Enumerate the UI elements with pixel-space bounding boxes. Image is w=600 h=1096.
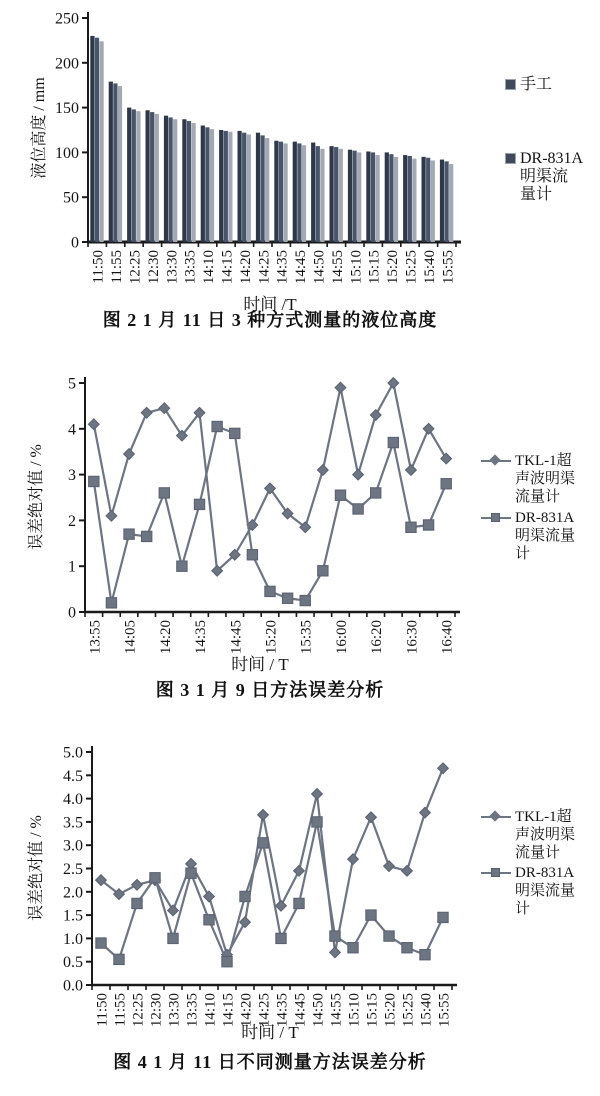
x-tick-label: 15:15 (364, 993, 381, 1028)
bar (118, 86, 122, 242)
data-point-square (300, 595, 310, 605)
y-tick-label: 3.0 (63, 837, 83, 855)
bar (339, 149, 343, 242)
bar (311, 143, 315, 242)
data-point-diamond (423, 423, 434, 434)
data-point-square (114, 954, 124, 964)
figure3-legend-entry-tkl1 (481, 452, 575, 506)
bar (385, 152, 389, 242)
data-point-diamond (124, 449, 135, 460)
bar (449, 164, 453, 242)
legend-label-line: DR-831A (520, 150, 584, 167)
figure4-caption: 图 4 1 月 11 日不同测量方法误差分析 (113, 1052, 427, 1072)
data-point-diamond (240, 917, 251, 928)
x-tick-label: 12:30 (145, 250, 162, 285)
data-point-square (330, 931, 340, 941)
data-point-square (388, 437, 398, 447)
legend-line-diamond-icon (481, 816, 511, 818)
data-point-diamond (276, 900, 287, 911)
bar (256, 133, 260, 242)
legend-label-line: 流量计 (515, 845, 561, 861)
x-tick-label: 15:40 (421, 250, 438, 285)
bar (297, 143, 301, 242)
bar (192, 123, 196, 242)
data-point-diamond (335, 382, 346, 393)
data-point-square (276, 933, 286, 943)
x-tick-label: 14:55 (328, 993, 345, 1028)
data-point-square (441, 479, 451, 489)
bar (284, 143, 288, 242)
bar (412, 159, 416, 242)
bar (426, 158, 430, 242)
x-tick-label: 15:25 (400, 993, 417, 1028)
x-tick-label: 14:50 (311, 250, 328, 285)
data-point-square (230, 428, 240, 438)
y-tick-label: 3.5 (63, 814, 83, 832)
bar (238, 131, 242, 242)
x-tick-label: 15:40 (418, 993, 435, 1028)
x-tick-label: 14:20 (237, 250, 254, 285)
y-tick-label: 0 (71, 234, 79, 252)
bar (320, 149, 324, 242)
bar (150, 112, 154, 242)
data-point-diamond (141, 407, 152, 418)
legend-square-icon (505, 153, 516, 164)
data-point-square (132, 898, 142, 908)
x-tick-label: 12:25 (130, 993, 147, 1028)
bar (394, 157, 398, 242)
data-point-square (402, 943, 412, 953)
x-tick-label: 16:30 (404, 620, 421, 655)
bar (265, 138, 269, 242)
x-tick-label: 11:50 (94, 993, 111, 1027)
x-tick-label: 11:55 (112, 993, 129, 1027)
x-tick-label: 14:25 (256, 993, 273, 1028)
bar (205, 127, 209, 242)
x-tick-label: 15:55 (440, 250, 457, 285)
figure3-y-axis-title: 误差绝对值 / % (28, 444, 45, 550)
data-point-square (294, 898, 304, 908)
bar (330, 146, 334, 242)
data-point-diamond (438, 763, 449, 774)
y-tick-label: 100 (55, 144, 79, 162)
data-point-square (96, 938, 106, 948)
bar (279, 142, 283, 242)
bar (348, 150, 352, 242)
x-tick-label: 14:10 (201, 250, 218, 285)
data-point-square (312, 817, 322, 827)
data-point-square (186, 868, 196, 878)
legend-label-line: DR-831A (515, 865, 575, 881)
x-tick-label: 16:40 (439, 620, 456, 655)
bar (274, 141, 278, 242)
data-point-square (150, 873, 160, 883)
data-point-diamond (402, 865, 413, 876)
bar (100, 41, 104, 242)
bar (403, 155, 407, 242)
bar (155, 114, 159, 242)
data-point-square (384, 931, 394, 941)
x-tick-label: 14:50 (310, 993, 327, 1028)
data-point-diamond (388, 378, 399, 389)
y-tick-label: 1.5 (63, 907, 83, 925)
x-tick-label: 13:55 (87, 620, 104, 655)
bar (316, 146, 320, 242)
bar (182, 119, 186, 242)
y-tick-label: 150 (55, 100, 79, 118)
figure2-legend-entry-dr831a (505, 150, 583, 204)
data-point-square (89, 476, 99, 486)
data-point-square (177, 561, 187, 571)
x-tick-label: 11:50 (90, 250, 107, 284)
data-point-square (438, 912, 448, 922)
bar (366, 152, 370, 242)
data-point-square (194, 499, 204, 509)
x-tick-label: 15:25 (403, 250, 420, 285)
x-tick-label: 13:35 (184, 993, 201, 1028)
legend-line-square-icon (481, 872, 511, 874)
data-point-diamond (106, 510, 117, 521)
y-tick-label: 200 (55, 55, 79, 73)
data-point-diamond (370, 410, 381, 421)
legend-label-line: 明渠流量 (515, 528, 576, 544)
y-tick-label: 0.5 (63, 954, 83, 972)
bar (440, 160, 444, 242)
bar (376, 155, 380, 242)
data-point-square (247, 550, 257, 560)
legend-label-line: 计 (515, 901, 531, 917)
legend-label-line: TKL-1超 (515, 809, 572, 825)
y-tick-label: 0.0 (63, 977, 83, 995)
data-point-diamond (353, 469, 364, 480)
data-point-diamond (88, 419, 99, 430)
y-tick-label: 1 (68, 558, 76, 576)
x-tick-label: 15:10 (346, 993, 363, 1028)
data-point-diamond (366, 812, 377, 823)
data-point-diamond (384, 861, 395, 872)
data-point-square (366, 910, 376, 920)
series-line (94, 427, 446, 603)
x-tick-label: 14:15 (219, 250, 236, 285)
data-point-diamond (132, 879, 143, 890)
data-point-diamond (312, 789, 323, 800)
data-point-diamond (159, 403, 170, 414)
bar (389, 154, 393, 242)
y-tick-label: 2.5 (63, 861, 83, 878)
data-point-square (406, 522, 416, 532)
data-point-square (222, 957, 232, 967)
data-point-square (124, 529, 134, 539)
bar (95, 38, 99, 242)
data-point-square (423, 520, 433, 530)
x-tick-label: 14:35 (274, 993, 291, 1028)
data-point-diamond (317, 465, 328, 476)
bar (136, 111, 140, 242)
legend-label-line: 量计 (520, 186, 553, 203)
data-point-diamond (420, 807, 431, 818)
data-point-square (371, 488, 381, 498)
bar (164, 116, 168, 242)
x-tick-label: 16:00 (333, 620, 350, 655)
data-point-square (335, 490, 345, 500)
x-tick-label: 15:55 (436, 993, 453, 1028)
y-tick-label: 4 (68, 421, 76, 439)
x-tick-label: 15:10 (348, 250, 365, 285)
data-point-square (353, 504, 363, 514)
bar (173, 119, 177, 242)
x-tick-label: 11:55 (109, 250, 126, 284)
bar (353, 151, 357, 242)
data-point-diamond (330, 947, 341, 958)
bar (113, 83, 117, 242)
data-point-square (318, 566, 328, 576)
legend-label-line: 明渠流量 (515, 883, 576, 899)
legend-line-square-icon (481, 517, 511, 519)
bar (90, 36, 94, 242)
data-point-diamond (294, 865, 305, 876)
bar (242, 133, 246, 242)
data-point-square (265, 586, 275, 596)
bar (431, 160, 435, 242)
y-tick-label: 5.0 (63, 744, 83, 762)
x-tick-label: 15:20 (385, 250, 402, 285)
bar (201, 126, 205, 242)
bar (132, 109, 136, 242)
data-point-square (141, 531, 151, 541)
y-tick-label: 250 (55, 10, 79, 28)
bar (357, 152, 361, 242)
bar (228, 132, 232, 242)
figure2-legend-entry-manual (505, 76, 552, 94)
x-tick-label: 12:30 (148, 993, 165, 1028)
x-tick-label: 14:05 (122, 620, 139, 655)
legend-label-line: 声波明渠 (515, 827, 576, 843)
bar (371, 152, 375, 242)
x-tick-label: 15:20 (263, 620, 280, 655)
figure4-legend-entry-tkl1 (481, 808, 575, 862)
data-point-diamond (258, 810, 269, 821)
x-tick-label: 13:30 (166, 993, 183, 1028)
bar (109, 82, 113, 242)
x-tick-label: 14:15 (220, 993, 237, 1028)
x-tick-label: 14:20 (238, 993, 255, 1028)
data-point-square (258, 838, 268, 848)
x-tick-label: 13:30 (164, 250, 181, 285)
figure3-legend-entry-dr831a (481, 509, 575, 563)
y-tick-label: 2 (68, 512, 76, 530)
data-point-square (420, 950, 430, 960)
data-point-square (168, 933, 178, 943)
data-point-square (204, 915, 214, 925)
legend-line-diamond-icon (481, 460, 511, 462)
x-tick-label: 16:20 (369, 620, 386, 655)
figure3-caption: 图 3 1 月 9 日方法误差分析 (155, 680, 385, 700)
data-point-diamond (168, 905, 179, 916)
series-line (101, 768, 443, 954)
x-tick-label: 12:25 (127, 250, 144, 285)
y-tick-label: 1.0 (63, 930, 83, 948)
legend-label-line: 明渠流 (520, 168, 569, 185)
bar (146, 110, 150, 242)
data-point-diamond (406, 465, 417, 476)
legend-label-line: TKL-1超 (515, 453, 572, 469)
bar (127, 108, 131, 242)
y-tick-label: 50 (63, 189, 79, 207)
legend-label: 手工 (520, 76, 553, 93)
bar (261, 135, 265, 242)
data-point-diamond (204, 891, 215, 902)
figure4-legend-entry-dr831a (481, 864, 575, 918)
y-tick-label: 3 (68, 467, 76, 485)
y-tick-label: 4.0 (63, 791, 83, 809)
legend-label-line: DR-831A (515, 510, 575, 526)
bar (210, 129, 214, 242)
x-tick-label: 15:35 (298, 620, 315, 655)
bar (302, 145, 306, 242)
figure3-x-axis-title: 时间 / T (231, 655, 289, 674)
figure2-x-axis-title: 时间 /T (243, 295, 297, 314)
bar (408, 156, 412, 242)
bar (224, 131, 228, 242)
bar (187, 121, 191, 242)
bar (293, 142, 297, 242)
data-point-square (212, 421, 222, 431)
y-tick-label: 0 (68, 604, 76, 622)
bar (247, 134, 251, 242)
x-tick-label: 14:20 (157, 620, 174, 655)
y-tick-label: 2.0 (63, 884, 83, 902)
bar (219, 130, 223, 242)
legend-label-line: 流量计 (515, 489, 561, 505)
legend-square-icon (505, 79, 516, 90)
bar (422, 157, 426, 242)
x-tick-label: 15:20 (382, 993, 399, 1028)
data-point-square (159, 488, 169, 498)
data-point-diamond (348, 854, 359, 865)
legend-label-line: 计 (515, 546, 531, 562)
bar (445, 161, 449, 242)
data-point-square (348, 943, 358, 953)
y-tick-label: 4.5 (63, 767, 83, 785)
data-point-square (282, 593, 292, 603)
figure2-y-axis-title: 液位高度 / mm (31, 77, 48, 179)
x-tick-label: 15:15 (366, 250, 383, 285)
y-tick-label: 5 (68, 375, 76, 393)
data-point-square (106, 598, 116, 608)
figure4-y-axis-title: 误差绝对值 / % (28, 815, 45, 921)
data-point-diamond (441, 453, 452, 464)
x-tick-label: 14:55 (329, 250, 346, 285)
x-tick-label: 14:35 (274, 250, 291, 285)
legend-label-line: 声波明渠 (515, 471, 576, 487)
x-tick-label: 14:10 (202, 993, 219, 1028)
bar (334, 147, 338, 242)
x-tick-label: 14:25 (256, 250, 273, 285)
x-tick-label: 14:45 (293, 250, 310, 285)
bar (169, 117, 173, 242)
x-tick-label: 14:45 (292, 993, 309, 1028)
data-point-square (240, 891, 250, 901)
x-tick-label: 14:35 (193, 620, 210, 655)
figure4-x-axis-title: 时间 / T (241, 1023, 299, 1042)
x-tick-label: 14:45 (228, 620, 245, 655)
figure2-caption: 图 2 1 月 11 日 3 种方式测量的液位高度 (102, 310, 438, 330)
x-tick-label: 13:35 (182, 250, 199, 285)
